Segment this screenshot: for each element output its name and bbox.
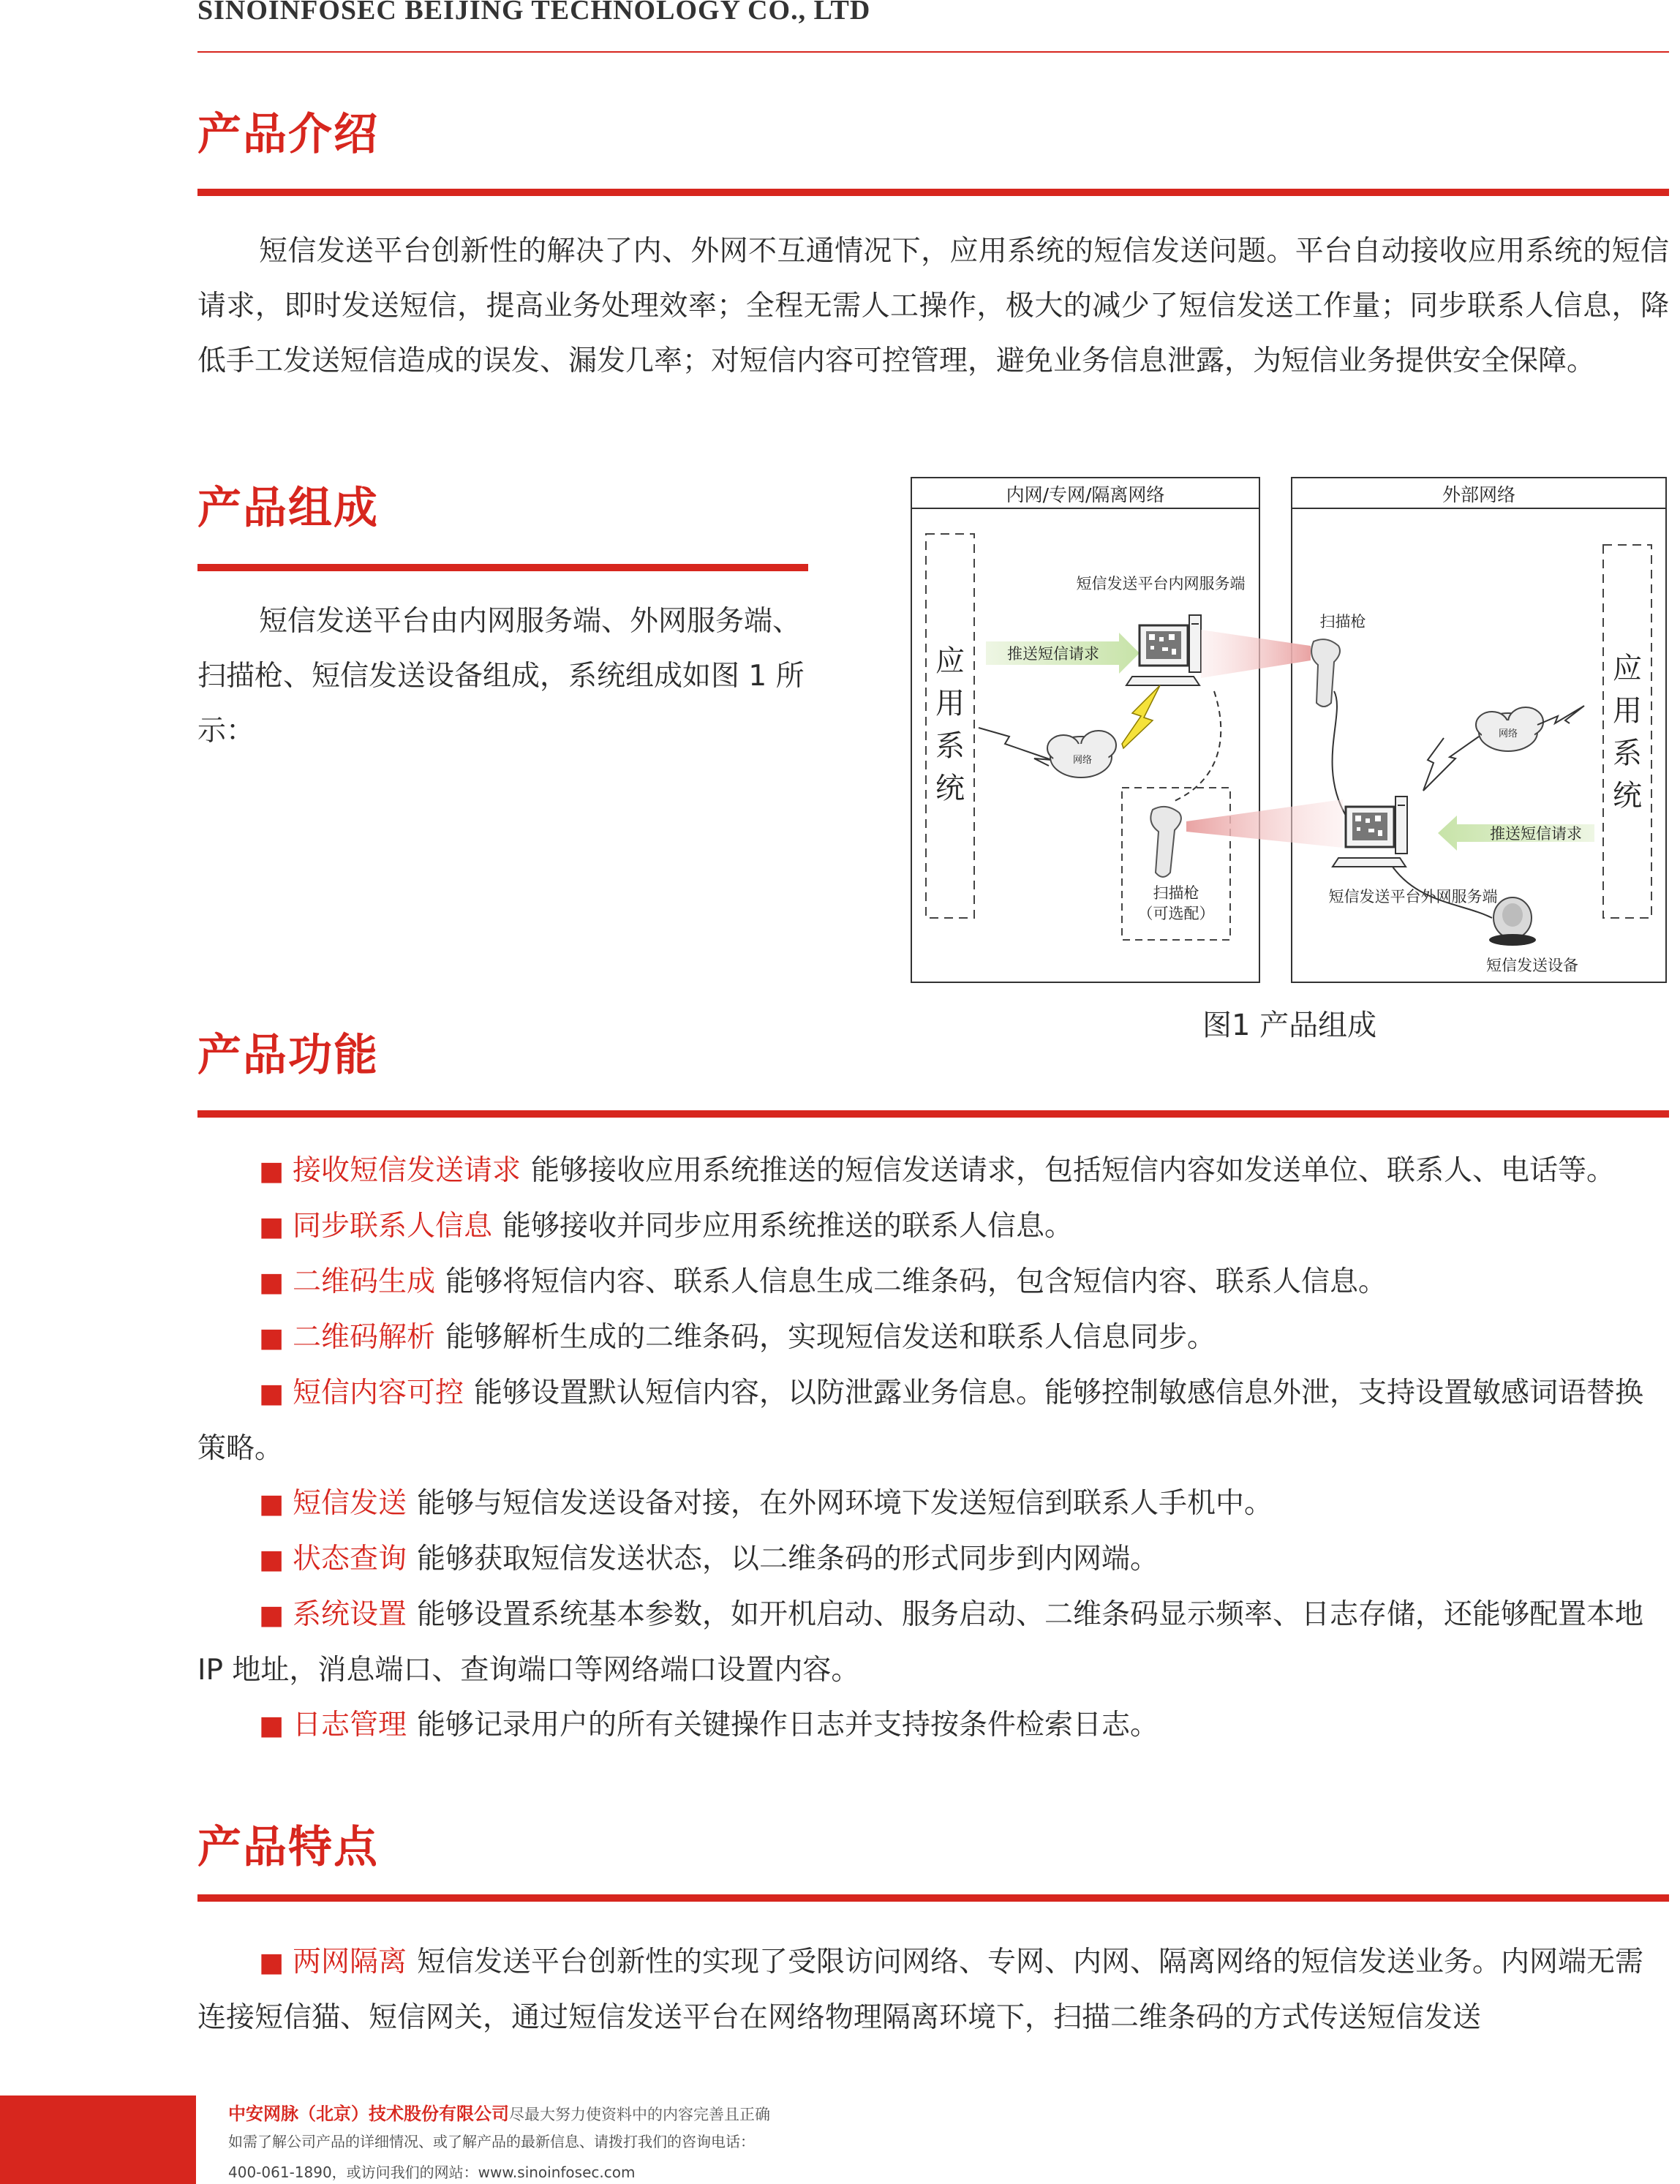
footer-slogan: 尽最大努力使资料中的内容完善且正确 xyxy=(509,2106,770,2123)
intro-title: 产品介绍 xyxy=(197,109,379,160)
function-name: 同步联系人信息 xyxy=(293,1210,493,1243)
function-item xyxy=(197,1143,1669,1199)
bullet-square: ■ xyxy=(259,1323,285,1353)
svg-text:统: 统 xyxy=(935,772,965,805)
function-item xyxy=(197,1366,1669,1476)
sms-device-label: 短信发送设备 xyxy=(1486,957,1578,974)
composition-title: 产品组成 xyxy=(197,483,379,534)
function-desc: 能够将短信内容、联系人信息生成二维条码，包含短信内容、联系人信息。 xyxy=(445,1265,1387,1298)
bullet-square: ■ xyxy=(259,1156,285,1186)
svg-text:系: 系 xyxy=(1613,737,1642,770)
composition-paragraph: 短信发送平台由内网服务端、外网服务端、扫描枪、短信发送设备组成，系统组成如图 1 所示： xyxy=(197,605,805,748)
scanner-optional-label: （可选配） xyxy=(1137,905,1215,922)
bullet-square: ■ xyxy=(259,1600,285,1630)
function-item xyxy=(197,1532,1669,1587)
feature-desc: 短信发送平台创新性的实现了受限访问网络、专网、内网、隔离网络的短信发送业务。内网端无需连接短信猫、短信网关，通过短信发送平台在网络物理隔离环境下，扫描二维条码的方式传送短信发送 xyxy=(197,1946,1644,2034)
function-name: 二维码解析 xyxy=(293,1321,436,1354)
footer-contact-line: 如需了解公司产品的详细情况、或了解产品的最新信息、请拨打我们的咨询电话： xyxy=(228,2133,755,2150)
function-name: 状态查询 xyxy=(293,1543,407,1575)
function-desc: 能够接收并同步应用系统推送的联系人信息。 xyxy=(502,1210,1074,1243)
intro-title-underline xyxy=(197,189,1669,196)
scanner-outer-label: 扫描枪 xyxy=(1319,613,1366,630)
composition-diagram xyxy=(907,472,1671,987)
bullet-square: ■ xyxy=(259,1489,285,1519)
svg-text:应: 应 xyxy=(1613,652,1642,685)
footer-website-line: 400-061-1890，或访问我们的网站：www.sinoinfosec.com xyxy=(228,2164,636,2181)
functions-list xyxy=(197,1143,1669,1753)
bullet-square: ■ xyxy=(259,1948,285,1978)
header-divider xyxy=(197,51,1669,53)
function-item xyxy=(197,1698,1669,1753)
function-desc: 能够与短信发送设备对接，在外网环境下发送短信到联系人手机中。 xyxy=(417,1487,1273,1520)
svg-text:网络: 网络 xyxy=(1072,755,1093,766)
outer-network-title: 外部网络 xyxy=(1442,484,1516,505)
scanner-inner-label: 扫描枪 xyxy=(1153,884,1199,902)
feature-item xyxy=(197,1935,1669,2045)
function-item xyxy=(197,1254,1669,1310)
features-title: 产品特点 xyxy=(197,1822,379,1873)
functions-title: 产品功能 xyxy=(197,1030,379,1081)
function-name: 二维码生成 xyxy=(293,1265,436,1298)
footer-red-block xyxy=(0,2095,196,2184)
company-name-header: SINOINFOSEC BEIJING TECHNOLOGY CO., LTD xyxy=(197,0,871,26)
bullet-square: ■ xyxy=(259,1212,285,1242)
diagram-caption: 图1 产品组成 xyxy=(1202,1009,1377,1042)
functions-title-underline xyxy=(197,1110,1669,1118)
function-item xyxy=(197,1587,1669,1698)
svg-text:推送短信请求: 推送短信请求 xyxy=(1007,645,1099,663)
svg-text:系: 系 xyxy=(935,729,965,763)
function-desc: 能够解析生成的二维条码，实现短信发送和联系人信息同步。 xyxy=(445,1321,1216,1354)
svg-text:用: 用 xyxy=(1613,694,1642,728)
function-desc: 能够记录用户的所有关键操作日志并支持按条件检索日志。 xyxy=(417,1709,1159,1741)
inner-network-title: 内网/专网/隔离网络 xyxy=(1006,484,1165,505)
function-name: 短信发送 xyxy=(293,1487,407,1520)
feature-name: 两网隔离 xyxy=(293,1946,407,1978)
function-item xyxy=(197,1199,1669,1254)
function-desc: 能够设置默认短信内容，以防泄露业务信息。能够控制敏感信息外泄，支持设置敏感词语替换策略。 xyxy=(197,1377,1644,1465)
function-name: 日志管理 xyxy=(293,1709,407,1741)
bullet-square: ■ xyxy=(259,1711,285,1741)
svg-text:统: 统 xyxy=(1613,779,1642,813)
footer-company-name: 中安网脉（北京）技术股份有限公司 xyxy=(228,2104,509,2124)
bullet-square: ■ xyxy=(259,1268,285,1298)
function-name: 接收短信发送请求 xyxy=(293,1154,521,1187)
function-name: 短信内容可控 xyxy=(293,1377,464,1409)
function-item xyxy=(197,1310,1669,1366)
function-item xyxy=(197,1476,1669,1532)
inner-server-label: 短信发送平台内网服务端 xyxy=(1076,575,1246,592)
function-desc: 能够获取短信发送状态，以二维条码的形式同步到内网端。 xyxy=(417,1543,1159,1575)
outer-server-label: 短信发送平台外网服务端 xyxy=(1328,888,1498,905)
footer-company xyxy=(228,2099,770,2125)
bullet-square: ■ xyxy=(259,1379,285,1409)
svg-text:网络: 网络 xyxy=(1498,728,1518,739)
features-title-underline xyxy=(197,1894,1669,1902)
function-desc: 能够设置系统基本参数，如开机启动、服务启动、二维条码显示频率、日志存储，还能够配置本地 IP 地址，消息端口、查询端口等网络端口设置内容。 xyxy=(197,1598,1644,1687)
intro-paragraph: 短信发送平台创新性的解决了内、外网不互通情况下，应用系统的短信发送问题。平台自动接收应用系统的短信请求，即时发送短信，提高业务处理效率；全程无需人工操作，极大的减少了短信发送工作量；同步联系人信息，降低手工发送短信造成的误发、漏发几率；对短信内容可控管理，避免业务信息泄露，为短信业务提供安全保障。 xyxy=(197,235,1669,377)
function-name: 系统设置 xyxy=(293,1598,407,1631)
composition-title-underline xyxy=(197,564,808,571)
bullet-square: ■ xyxy=(259,1545,285,1575)
function-desc: 能够接收应用系统推送的短信发送请求，包括短信内容如发送单位、联系人、电话等。 xyxy=(531,1154,1616,1187)
svg-text:应: 应 xyxy=(935,644,965,678)
svg-text:用: 用 xyxy=(935,687,965,720)
svg-text:推送短信请求: 推送短信请求 xyxy=(1490,825,1582,843)
